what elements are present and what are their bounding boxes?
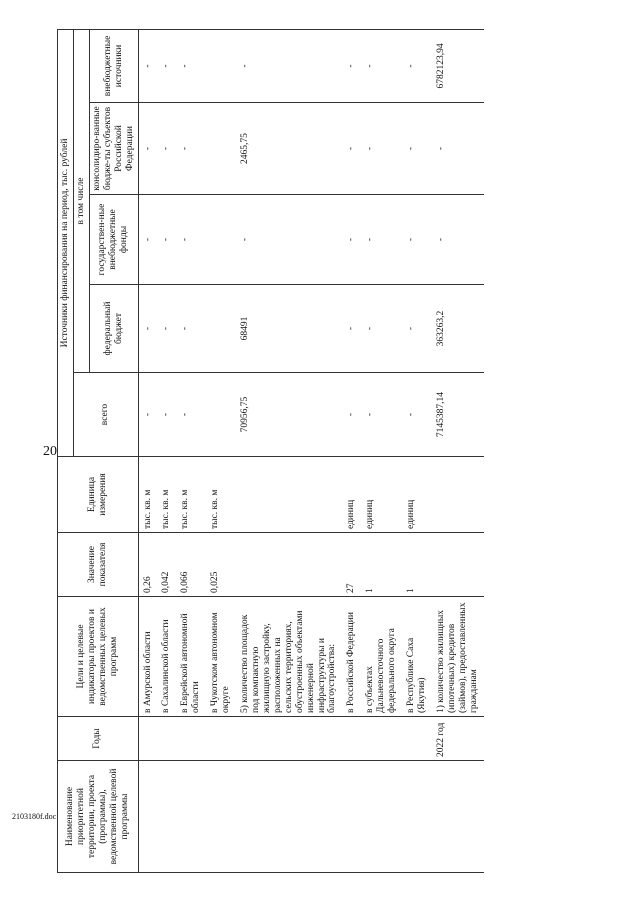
cell-federal: - xyxy=(342,285,361,373)
cell-extra: - xyxy=(402,29,432,102)
cell-name xyxy=(402,761,432,873)
cell-unit: тыс. кв. м xyxy=(176,457,206,533)
cell-value: 1 xyxy=(361,533,402,597)
table-row xyxy=(236,29,342,872)
cell-total: - xyxy=(342,373,361,457)
table-row xyxy=(342,29,361,872)
cell-unit: единиц xyxy=(361,457,402,533)
cell-unit: единиц xyxy=(402,457,432,533)
cell-value: 0,042 xyxy=(157,533,176,597)
header-value: Значение показателя xyxy=(58,533,139,597)
table-row xyxy=(157,29,176,872)
file-id: 2103180f.doc xyxy=(12,812,57,821)
cell-consolidated: - xyxy=(176,103,206,195)
cell-goal: в Чукотском автономном округе xyxy=(206,597,236,717)
cell-consolidated: - xyxy=(342,103,361,195)
cell-value: 0,025 xyxy=(206,533,236,597)
cell-name xyxy=(157,761,176,873)
cell-consolidated: - xyxy=(361,103,402,195)
cell-consolidated: - xyxy=(157,103,176,195)
cell-unit: единиц xyxy=(342,457,361,533)
cell-name xyxy=(138,761,157,873)
cell-federal: - xyxy=(176,285,206,373)
cell-unit xyxy=(236,457,342,533)
cell-year xyxy=(236,717,342,761)
table-row xyxy=(206,29,236,872)
header-federal: федеральный бюджет xyxy=(89,285,138,373)
cell-federal: 363263,2 xyxy=(432,285,484,373)
cell-consolidated: - xyxy=(138,103,157,195)
cell-unit: тыс. кв. м xyxy=(206,457,236,533)
cell-value xyxy=(236,533,342,597)
cell-state-funds: - xyxy=(176,195,206,285)
cell-state-funds: - xyxy=(236,195,342,285)
cell-state-funds: - xyxy=(361,195,402,285)
cell-name xyxy=(432,761,484,873)
cell-federal: - xyxy=(402,285,432,373)
cell-unit: тыс. кв. м xyxy=(157,457,176,533)
financing-table xyxy=(57,29,484,873)
cell-consolidated: - xyxy=(402,103,432,195)
cell-consolidated: - xyxy=(432,103,484,195)
cell-value: 0,26 xyxy=(138,533,157,597)
page-number: 20 xyxy=(43,444,57,459)
header-state-funds: государствен-ные внебюджетные фонды xyxy=(89,195,138,285)
cell-value: 0,066 xyxy=(176,533,206,597)
cell-total xyxy=(206,373,236,457)
cell-extra: - xyxy=(138,29,157,102)
cell-goal: в Российской Федерации xyxy=(342,597,361,717)
table-row xyxy=(361,29,402,872)
cell-unit xyxy=(432,457,484,533)
header-name: Наименование приоритетной территории, проекта (программы), ведомственной целевой программы xyxy=(58,761,139,873)
cell-year xyxy=(138,717,157,761)
cell-total: - xyxy=(176,373,206,457)
cell-extra: - xyxy=(176,29,206,102)
header-including: в том числе xyxy=(73,29,89,372)
header-sources: Источники финансирования на период, тыс. рублей xyxy=(58,29,74,456)
header-consolidated: консолидиро-ванные бюдже-ты субъектов Российской Федерации xyxy=(89,103,138,195)
cell-total: 70956,75 xyxy=(236,373,342,457)
cell-state-funds: - xyxy=(138,195,157,285)
table-row xyxy=(402,29,432,872)
cell-federal: - xyxy=(157,285,176,373)
cell-state-funds: - xyxy=(432,195,484,285)
cell-goal: в субъектах Дальневосточного федерального округа xyxy=(361,597,402,717)
cell-consolidated xyxy=(206,103,236,195)
cell-extra: - xyxy=(157,29,176,102)
cell-name xyxy=(361,761,402,873)
cell-extra: - xyxy=(361,29,402,102)
cell-name xyxy=(236,761,342,873)
cell-goal: в Еврейской автономной области xyxy=(176,597,206,717)
cell-year xyxy=(361,717,402,761)
cell-year: 2022 год xyxy=(432,717,484,761)
cell-consolidated: 2465,75 xyxy=(236,103,342,195)
cell-value: 1 xyxy=(402,533,432,597)
table-body xyxy=(138,29,484,872)
cell-goal: в Республике Саха (Якутия) xyxy=(402,597,432,717)
cell-total: - xyxy=(361,373,402,457)
cell-goal: 1) количество жилищных (ипотечных) кредитов (займов), предоставленных гражданам xyxy=(432,597,484,717)
cell-extra xyxy=(206,29,236,102)
cell-total: - xyxy=(138,373,157,457)
cell-federal: - xyxy=(361,285,402,373)
header-goals: Цели и целевые индикаторы проектов и ведомственных целевых программ xyxy=(58,597,139,717)
cell-goal: 5) количество площадок под компактную жилищную застройку, расположенных на сельских территориях, обустроенных объектами инженерной инфраструктуры и благоустройства: xyxy=(236,597,342,717)
cell-federal: - xyxy=(138,285,157,373)
cell-year xyxy=(157,717,176,761)
rotated-table-container xyxy=(57,30,640,873)
cell-state-funds: - xyxy=(157,195,176,285)
cell-value xyxy=(432,533,484,597)
header-total: всего xyxy=(73,373,138,457)
cell-goal: в Сахалинской области xyxy=(157,597,176,717)
cell-name xyxy=(342,761,361,873)
cell-year xyxy=(402,717,432,761)
cell-value: 27 xyxy=(342,533,361,597)
cell-total: - xyxy=(402,373,432,457)
cell-name xyxy=(176,761,206,873)
header-extrabudget: внебюджетные источники xyxy=(89,29,138,102)
cell-year xyxy=(176,717,206,761)
cell-unit: тыс. кв. м xyxy=(138,457,157,533)
cell-total: - xyxy=(157,373,176,457)
cell-total: 7145387,14 xyxy=(432,373,484,457)
cell-federal: 68491 xyxy=(236,285,342,373)
cell-extra: - xyxy=(342,29,361,102)
cell-year xyxy=(342,717,361,761)
cell-goal: в Амурской области xyxy=(138,597,157,717)
table-row xyxy=(176,29,206,872)
header-unit: Единица измерения xyxy=(58,457,139,533)
cell-year xyxy=(206,717,236,761)
table-row xyxy=(138,29,157,872)
cell-extra: 6782123,94 xyxy=(432,29,484,102)
cell-federal xyxy=(206,285,236,373)
cell-extra: - xyxy=(236,29,342,102)
header-years: Годы xyxy=(58,717,139,761)
table-row xyxy=(432,29,484,872)
cell-state-funds: - xyxy=(342,195,361,285)
cell-name xyxy=(206,761,236,873)
cell-state-funds: - xyxy=(402,195,432,285)
cell-state-funds xyxy=(206,195,236,285)
